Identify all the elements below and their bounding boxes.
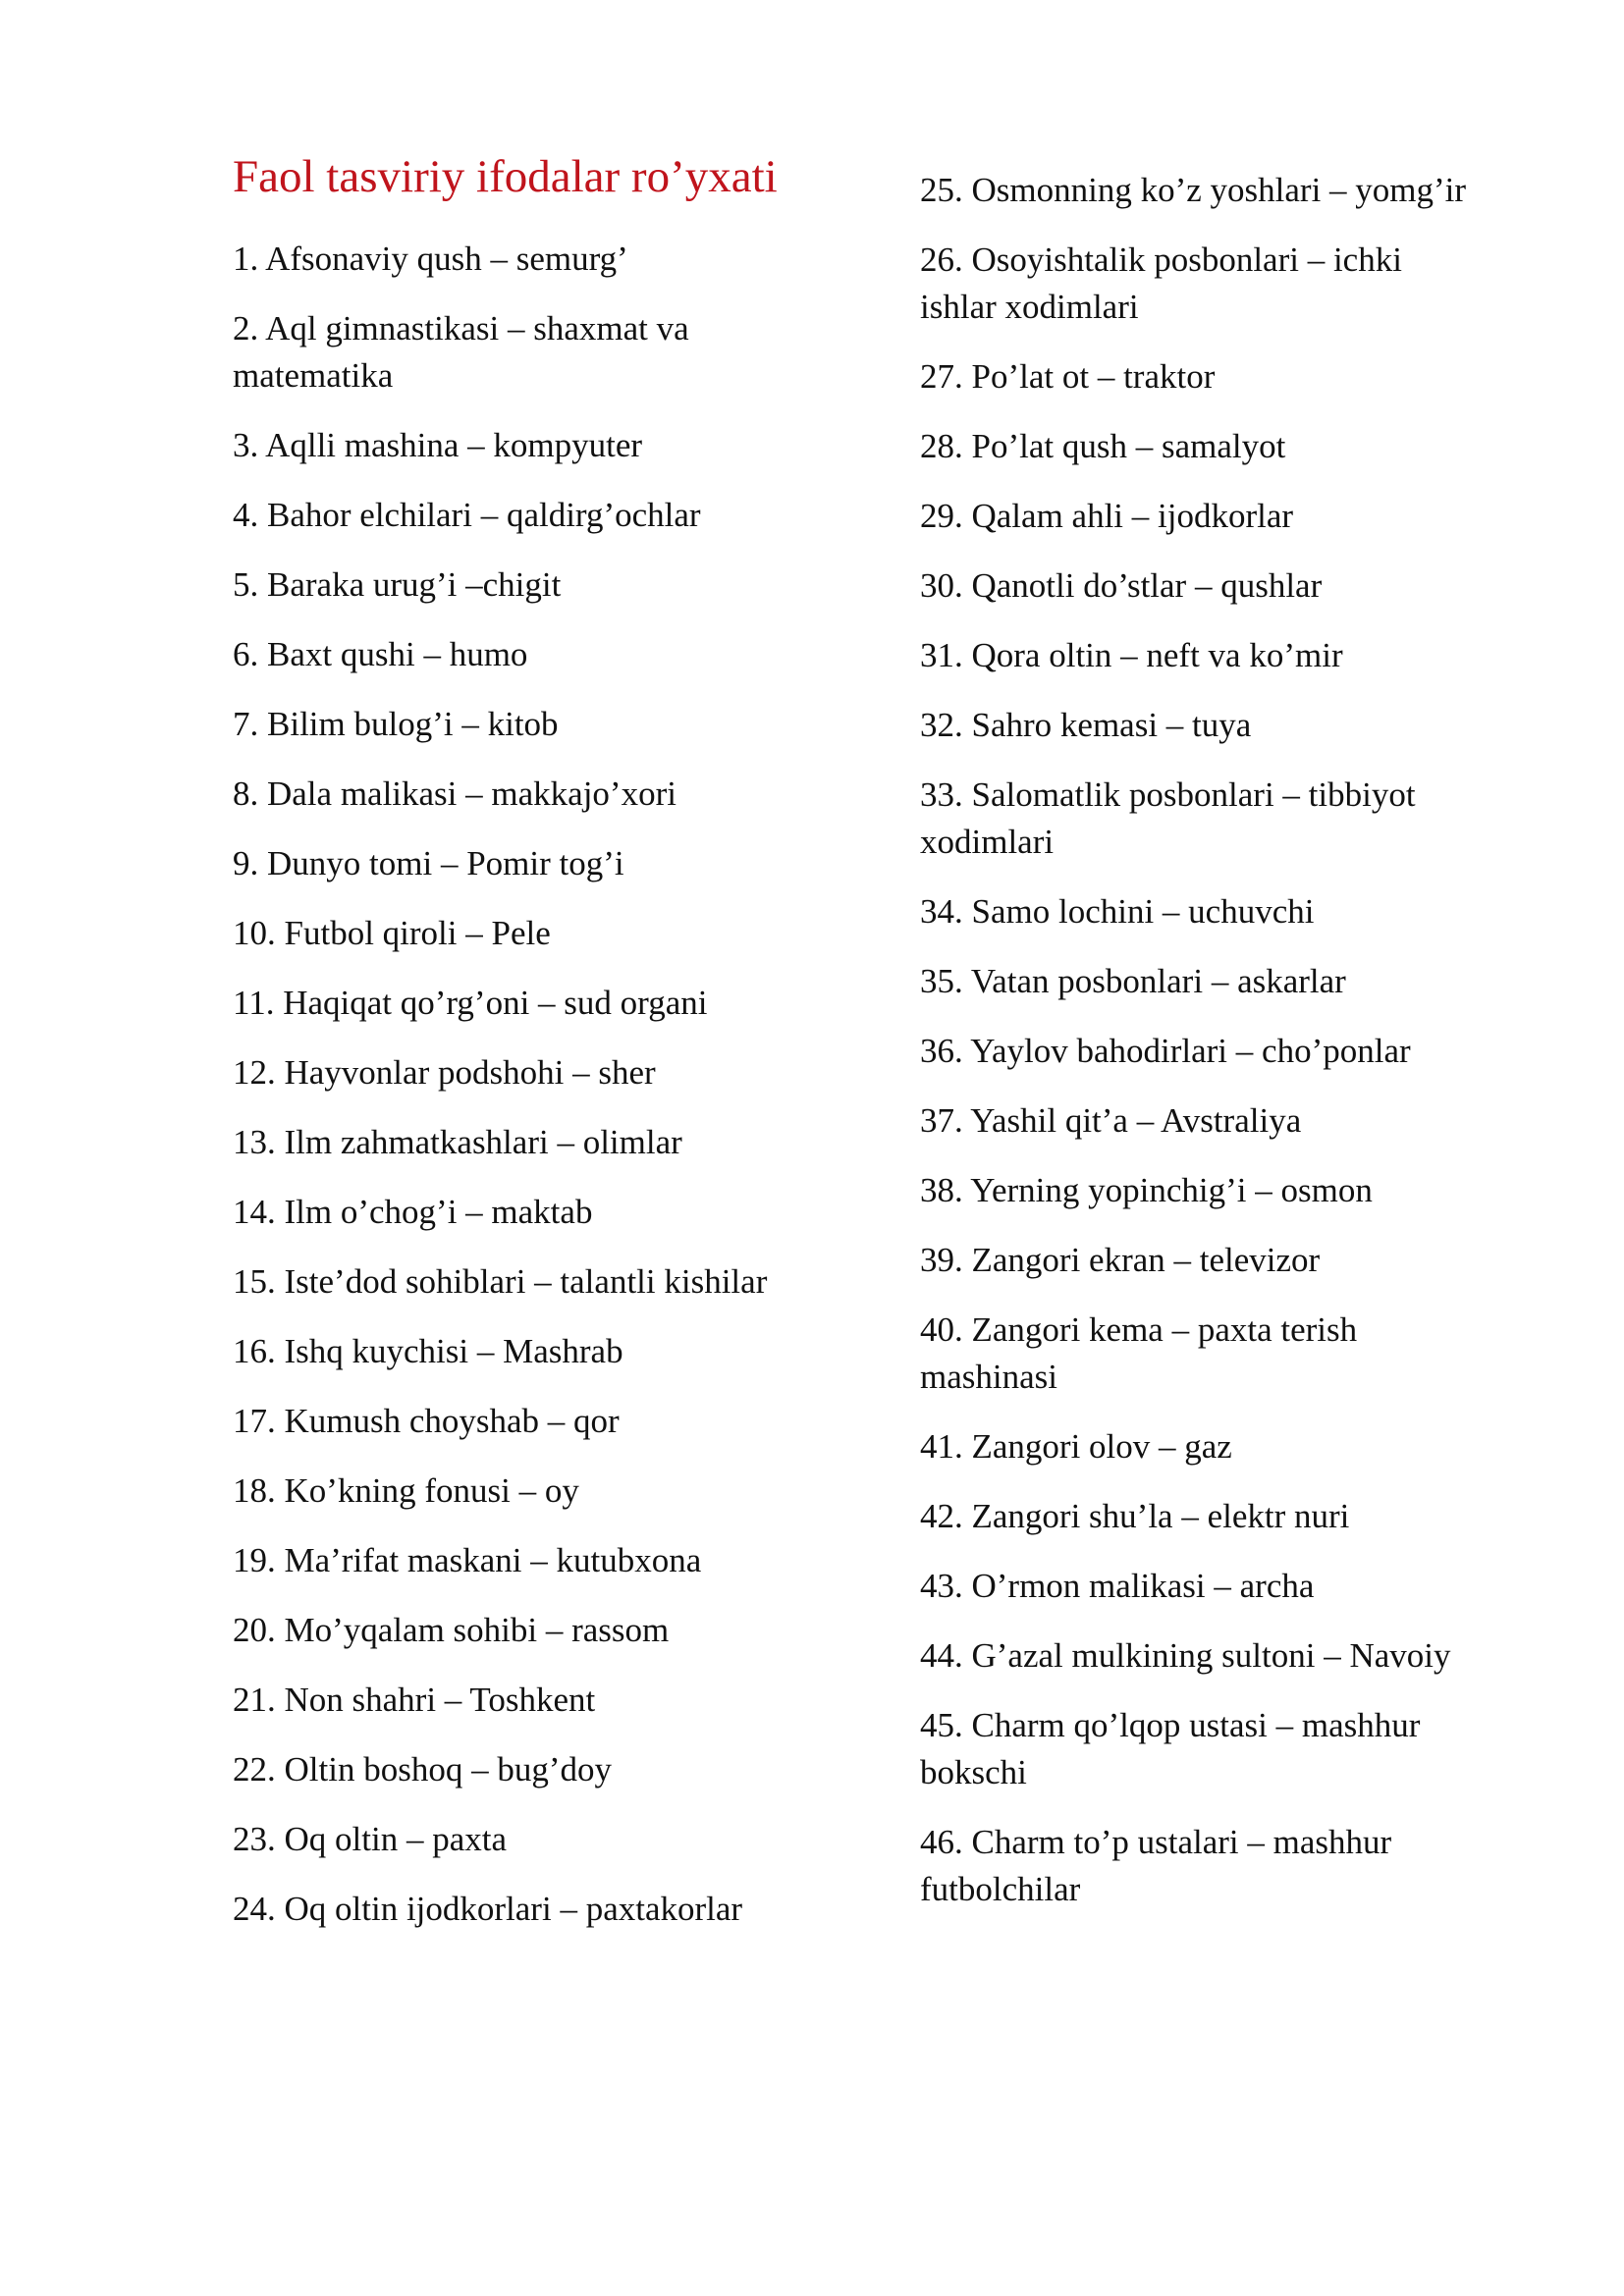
list-item: 39. Zangori ekran – televizor <box>920 1241 1321 1279</box>
list-item: 35. Vatan posbonlari – askarlar <box>920 962 1346 1000</box>
list-item: 18. Ko’kning fonusi – oy <box>233 1471 579 1510</box>
list-item: 28. Po’lat qush – samalyot <box>920 427 1286 465</box>
list-item: 24. Oq oltin ijodkorlari – paxtakorlar <box>233 1890 743 1928</box>
list-item: 45. Charm qo’lqop ustasi – mashhur bokschi <box>920 1706 1421 1791</box>
list-item: 38. Yerning yopinchig’i – osmon <box>920 1171 1373 1209</box>
list-item: 20. Mo’yqalam sohibi – rassom <box>233 1611 670 1649</box>
list-item: 14. Ilm o’chog’i – maktab <box>233 1193 593 1231</box>
right-entry-list <box>920 167 1470 1936</box>
list-item: 6. Baxt qushi – humo <box>233 635 528 673</box>
document-title: Faol tasviriy ifodalar ro’yxati <box>233 151 778 202</box>
list-item: 26. Osoyishtalik posbonlari – ichki ishlar xodimlari <box>920 240 1402 326</box>
list-item: 34. Samo lochini – uchuvchi <box>920 892 1315 931</box>
list-item: 3. Aqlli mashina – kompyuter <box>233 426 643 464</box>
list-item: 11. Haqiqat qo’rg’oni – sud organi <box>233 984 708 1022</box>
list-item: 10. Futbol qiroli – Pele <box>233 914 551 952</box>
list-item: 42. Zangori shu’la – elektr nuri <box>920 1497 1350 1535</box>
list-item: 13. Ilm zahmatkashlari – olimlar <box>233 1123 682 1161</box>
list-item: 7. Bilim bulog’i – kitob <box>233 705 559 743</box>
list-item: 1. Afsonaviy qush – semurg’ <box>233 240 628 278</box>
list-item: 19. Ma’rifat maskani – kutubxona <box>233 1541 702 1579</box>
list-item: 16. Ishq kuychisi – Mashrab <box>233 1332 623 1370</box>
list-item: 2. Aql gimnastikasi – shaxmat va matematika <box>233 309 689 395</box>
list-item: 29. Qalam ahli – ijodkorlar <box>920 497 1294 535</box>
list-item: 43. O’rmon malikasi – archa <box>920 1567 1315 1605</box>
list-item: 27. Po’lat ot – traktor <box>920 357 1216 396</box>
list-item: 17. Kumush choyshab – qor <box>233 1402 620 1440</box>
list-item: 41. Zangori olov – gaz <box>920 1427 1232 1466</box>
list-item: 8. Dala malikasi – makkajo’xori <box>233 774 677 813</box>
list-item: 4. Bahor elchilari – qaldirg’ochlar <box>233 496 701 534</box>
list-item: 40. Zangori kema – paxta terish mashinasi <box>920 1310 1358 1396</box>
list-item: 15. Iste’dod sohiblari – talantli kishilar <box>233 1262 768 1301</box>
list-item: 31. Qora oltin – neft va ko’mir <box>920 636 1343 674</box>
list-item: 44. G’azal mulkining sultoni – Navoiy <box>920 1636 1451 1675</box>
list-item: 5. Baraka urug’i –chigit <box>233 565 562 604</box>
list-item: 22. Oltin boshoq – bug’doy <box>233 1750 612 1789</box>
left-entry-list <box>233 236 802 1955</box>
list-item: 33. Salomatlik posbonlari – tibbiyot xodimlari <box>920 775 1416 861</box>
list-item: 46. Charm to’p ustalari – mashhur futbolchilar <box>920 1823 1392 1908</box>
list-item: 25. Osmonning ko’z yoshlari – yomg’ir <box>920 171 1467 209</box>
list-item: 36. Yaylov bahodirlari – cho’ponlar <box>920 1032 1411 1070</box>
list-item: 21. Non shahri – Toshkent <box>233 1681 596 1719</box>
list-item: 23. Oq oltin – paxta <box>233 1820 507 1858</box>
list-item: 32. Sahro kemasi – tuya <box>920 706 1252 744</box>
list-item: 30. Qanotli do’stlar – qushlar <box>920 566 1323 605</box>
list-item: 9. Dunyo tomi – Pomir tog’i <box>233 844 624 882</box>
list-item: 37. Yashil qit’a – Avstraliya <box>920 1101 1302 1140</box>
list-item: 12. Hayvonlar podshohi – sher <box>233 1053 656 1092</box>
